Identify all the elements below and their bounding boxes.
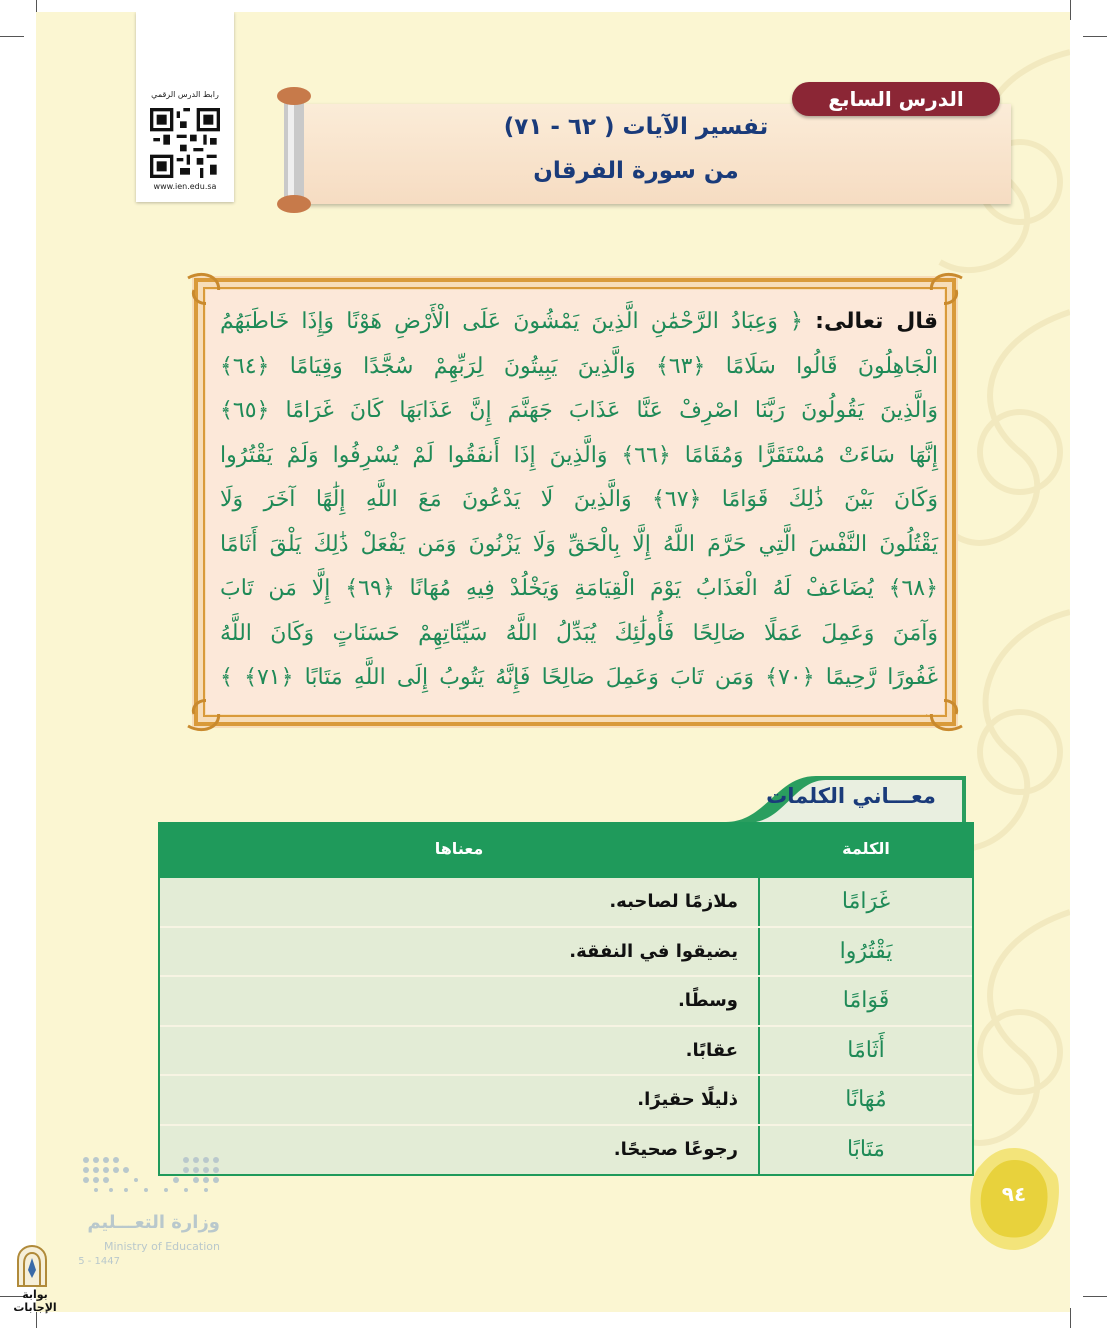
table-row (160, 1076, 972, 1126)
table-row (160, 1126, 972, 1176)
crop-mark (1070, 1308, 1071, 1328)
meaning-cell: وسطًا. (677, 990, 738, 1011)
crop-mark (0, 36, 24, 37)
table-row (160, 878, 972, 928)
table-header (160, 824, 972, 878)
gate-label: بوابة الإجابات (13, 1288, 57, 1314)
verse-line: وَكَانَ بَيْنَ ذَٰلِكَ قَوَامًا ﴿٦٧﴾ وَالَّذِينَ لَا يَدْعُونَ مَعَ اللَّهِ إِلَٰهًا آخَرَ وَلَا (220, 487, 938, 512)
crop-mark (1070, 0, 1071, 20)
meaning-cell: ذليلًا حقيرًا. (637, 1089, 738, 1110)
vocab-title: معـــاني الكلمات (766, 784, 936, 808)
table-row (160, 977, 972, 1027)
qr-caption: رابط الدرس الرقمي (151, 90, 219, 99)
column-header-word: الكلمة (842, 839, 890, 858)
verse-text (220, 300, 938, 701)
word-cell: قَوَامًا (842, 988, 890, 1013)
meaning-cell: رجوعًا صحيحًا. (613, 1138, 738, 1160)
word-cell: يَقْتُرُوا (839, 938, 893, 964)
table-row (160, 1027, 972, 1077)
qr-url: www.ien.edu.sa (153, 182, 217, 191)
verse-line: وَالَّذِينَ يَقُولُونَ رَبَّنَا اصْرِفْ عَنَّا عَذَابَ جَهَنَّمَ إِنَّ عَذَابَهَا كَانَ غَرَامًا ﴿٦٥﴾ (220, 398, 938, 423)
verse-line: غَفُورًا رَّحِيمًا ﴿٧٠﴾ وَمَن تَابَ وَعَمِلَ صَالِحًا فَإِنَّهُ يَتُوبُ إِلَى اللَّهِ مَتَابًا ﴿٧١﴾ ﴾ (220, 665, 938, 690)
lesson-subtitle: من سورة الفرقان (533, 158, 739, 184)
gate-logo-icon (14, 1244, 50, 1288)
qr-card[interactable] (136, 12, 234, 202)
ministry-name-english: Ministry of Education (103, 1240, 220, 1253)
verse-line: يَقْتُلُونَ النَّفْسَ الَّتِي حَرَّمَ اللَّهُ إِلَّا بِالْحَقِّ وَلَا يَزْنُونَ وَمَن يَفْعَلْ ذَٰلِكَ يَلْقَ أَثَامًا (220, 531, 938, 557)
lesson-title: تفسير الآيات ( ٦٢ - ٧١) (503, 114, 769, 140)
verse-line (220, 300, 938, 345)
verse-line: وَآمَنَ وَعَمِلَ عَمَلًا صَالِحًا فَأُولَٰئِكَ يُبَدِّلُ اللَّهُ سَيِّئَاتِهِمْ حَسَنَاتٍ وَكَانَ اللَّهُ (220, 620, 938, 646)
verse-line: ﴿٦٨﴾ يُضَاعَفْ لَهُ الْعَذَابُ يَوْمَ الْقِيَامَةِ وَيَخْلُدْ فِيهِ مُهَانًا ﴿٦٩﴾ إِلَّا مَن تَابَ (220, 576, 938, 601)
textbook-page (36, 12, 1070, 1312)
ministry-name-arabic: وزارة التعـــليم (87, 1212, 220, 1233)
verse-frame (186, 270, 964, 734)
column-header-meaning: معناها (434, 839, 484, 858)
meaning-cell: ملازمًا لصاحبه. (609, 891, 738, 912)
verse-line-text: ﴿ وَعِبَادُ الرَّحْمَٰنِ الَّذِينَ يَمْشُونَ عَلَى الْأَرْضِ هَوْنًا وَإِذَا خَاطَبَهُمُ (220, 309, 803, 334)
word-cell: غَرَامًا (841, 889, 891, 914)
meaning-cell: عقابًا. (685, 1039, 738, 1061)
meaning-cell: يضيقوا في النفقة. (569, 940, 738, 962)
word-cell: مَتَابًا (847, 1136, 885, 1162)
vocab-table (158, 822, 974, 1176)
verse-line: إِنَّهَا سَاءَتْ مُسْتَقَرًّا وَمُقَامًا ﴿٦٦﴾ وَالَّذِينَ إِذَا أَنفَقُوا لَمْ يُسْرِفُوا وَلَمْ يَقْتُرُوا (220, 442, 938, 468)
table-row (160, 928, 972, 978)
academic-year: 5 - 1447 (78, 1256, 120, 1267)
verse-line: الْجَاهِلُونَ قَالُوا سَلَامًا ﴿٦٣﴾ وَالَّذِينَ يَبِيتُونَ لِرَبِّهِمْ سُجَّدًا وَقِيَامًا ﴿٦٤﴾ (220, 353, 938, 379)
word-cell: مُهَانًا (845, 1087, 887, 1112)
crop-mark (1083, 1296, 1107, 1297)
word-cell: أَثَامًا (847, 1037, 885, 1063)
lesson-badge: الدرس السابع (792, 82, 1000, 116)
qr-code-icon[interactable] (150, 108, 220, 178)
scroll-rod-icon (276, 84, 312, 214)
page-number: ٩٤ (1001, 1182, 1027, 1206)
crop-mark (1083, 36, 1107, 37)
verse-intro: قال تعالى: (815, 309, 938, 334)
